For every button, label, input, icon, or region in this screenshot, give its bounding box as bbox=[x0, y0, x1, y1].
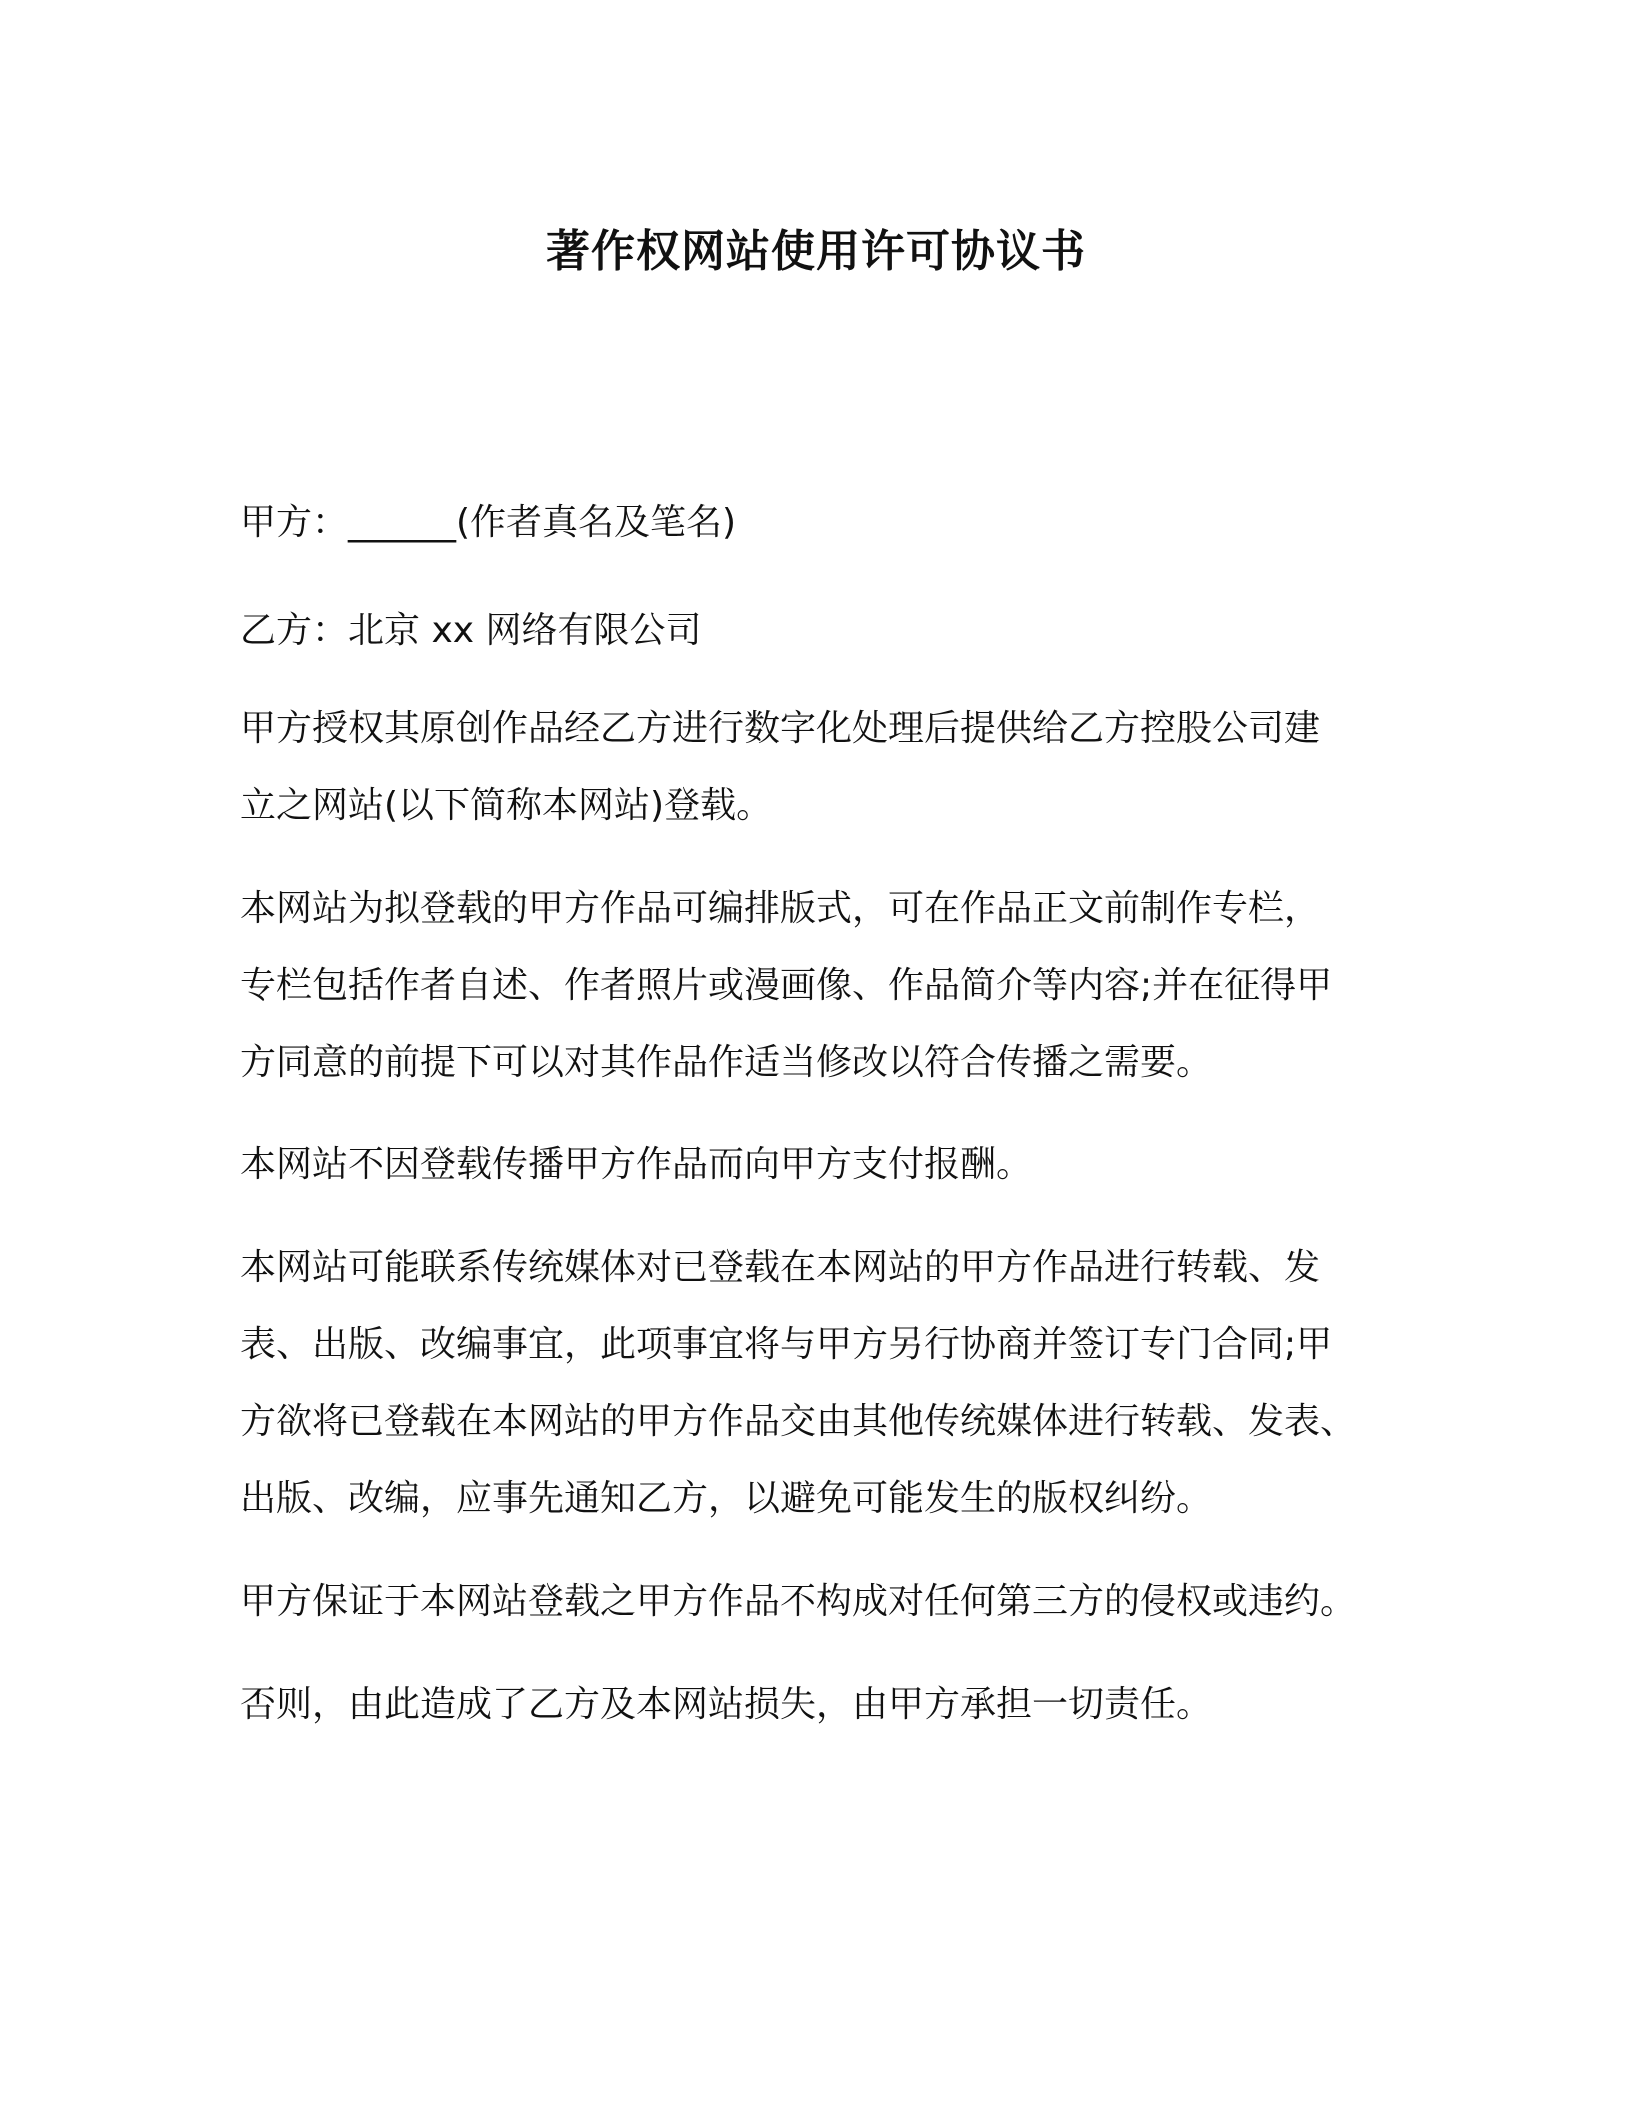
paragraph-1-line-2: 立之网站(以下简称本网站)登载。 bbox=[240, 785, 773, 826]
paragraph-2-line-1: 本网站为拟登载的甲方作品可编排版式，可在作品正文前制作专栏， bbox=[240, 888, 1321, 929]
paragraph-4-line-3: 方欲将已登载在本网站的甲方作品交由其他传统媒体进行转载、发表、 bbox=[240, 1401, 1357, 1442]
paragraph-4-line-4: 出版、改编，应事先通知乙方，以避免可能发生的版权纠纷。 bbox=[240, 1478, 1213, 1519]
paragraph-2-line-3: 方同意的前提下可以对其作品作适当修改以符合传播之需要。 bbox=[240, 1042, 1213, 1083]
party-b-line: 乙方：北京 xx 网络有限公司 bbox=[240, 610, 702, 651]
paragraph-5-line-1: 甲方保证于本网站登载之甲方作品不构成对任何第三方的侵权或违约。 bbox=[240, 1581, 1357, 1622]
document-title: 著作权网站使用许可协议书 bbox=[546, 226, 1086, 277]
paragraph-3-line-1: 本网站不因登载传播甲方作品而向甲方支付报酬。 bbox=[240, 1144, 1033, 1185]
paragraph-1-line-1: 甲方授权其原创作品经乙方进行数字化处理后提供给乙方控股公司建 bbox=[240, 708, 1321, 749]
paragraph-4-line-2: 表、出版、改编事宜，此项事宜将与甲方另行协商并签订专门合同;甲 bbox=[240, 1324, 1333, 1365]
paragraph-2-line-2: 专栏包括作者自述、作者照片或漫画像、作品简介等内容;并在征得甲 bbox=[240, 965, 1333, 1006]
paragraph-4-line-1: 本网站可能联系传统媒体对已登载在本网站的甲方作品进行转载、发 bbox=[240, 1247, 1321, 1288]
paragraph-6-line-1: 否则，由此造成了乙方及本网站损失，由甲方承担一切责任。 bbox=[240, 1684, 1213, 1725]
party-a-line: 甲方：______(作者真名及笔名) bbox=[240, 502, 737, 543]
